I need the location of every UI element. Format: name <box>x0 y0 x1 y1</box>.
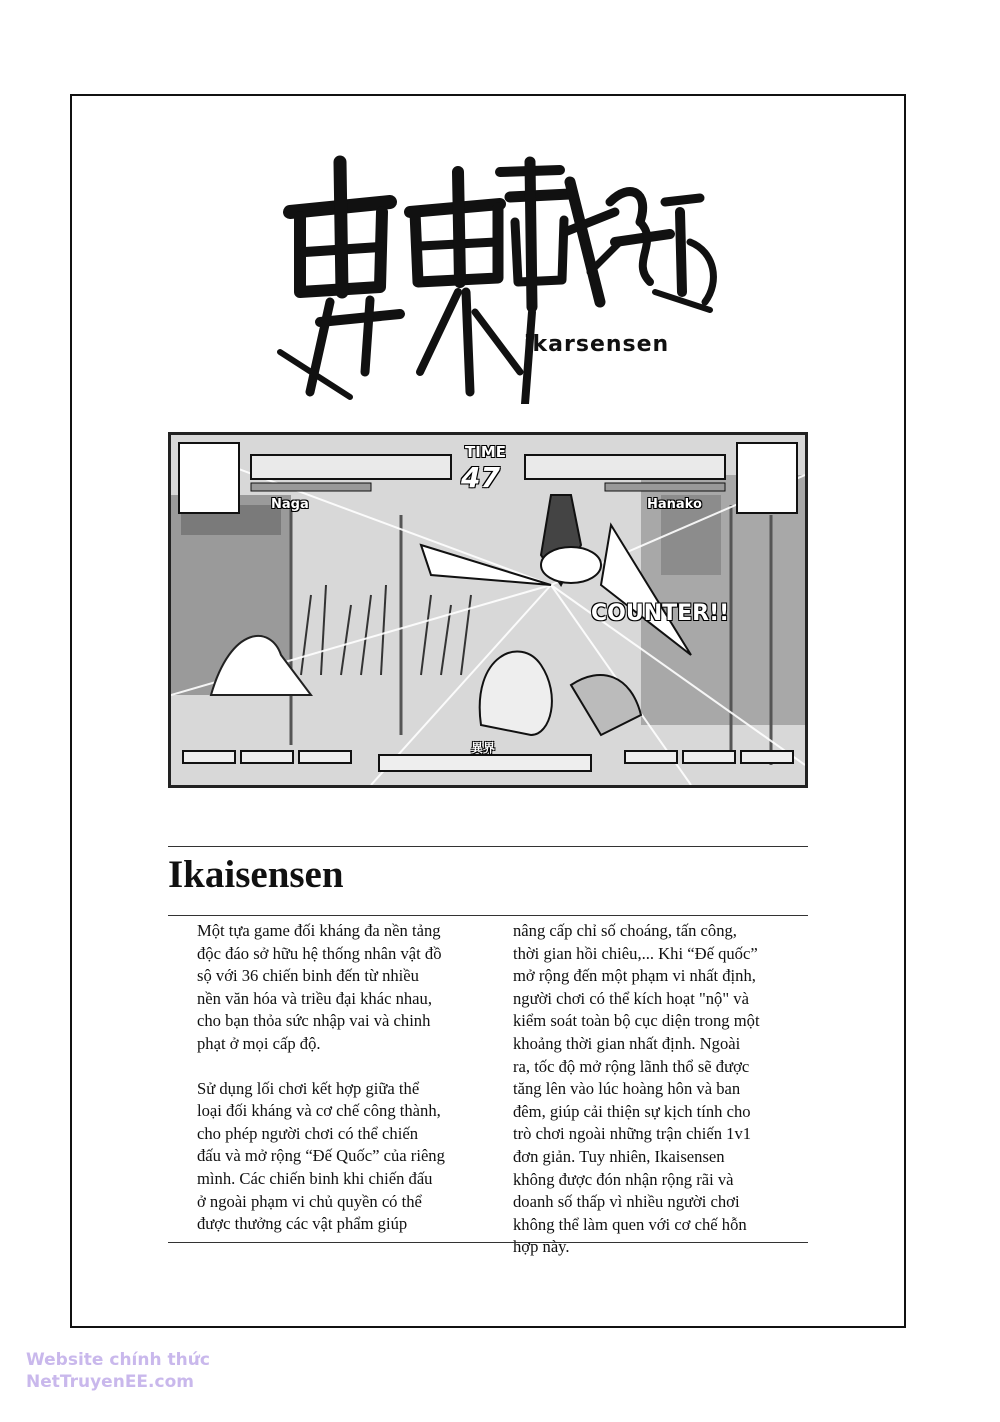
title-rule <box>168 915 808 916</box>
player-right-name: Hanako <box>647 497 702 512</box>
paragraph: nâng cấp chỉ số choáng, tấn công, thời gian hồi chiêu,... Khi “Đế quốc” mở rộng đến một phạm vi nhất định, người chơi có thể kích hoạt "nộ" và kiểm soát toàn bộ cục diện trong một khoảng thời gian nhất định. Ngoài ra, tốc độ mở rộng lãnh thổ sẽ được tăng lên vào lúc hoàng hôn và ban đêm, giúp cải thiện sự kịch tính cho trò chơi ngoài những trận chiến 1v1 đơn giản. Tuy nhiên, Ikaisensen không được đón nhận rộng rãi và doanh số thấp vì nhiều người chơi không thể làm quen với cơ chế hỗn hợp này. <box>513 921 760 1257</box>
stage-label: 異界 <box>471 741 496 755</box>
watermark-line-1: Website chính thức <box>26 1350 210 1370</box>
counter-text: COUNTER!! <box>591 601 730 626</box>
logo-calligraphy <box>270 142 730 404</box>
player-left-name: Naga <box>271 497 309 512</box>
game-screenshot <box>168 432 808 788</box>
article-column-right <box>513 920 761 1281</box>
top-rule <box>168 846 808 847</box>
watermark-line-2: NetTruyenEE.com <box>26 1372 194 1392</box>
site-watermark <box>26 1349 210 1393</box>
article-column-left <box>197 920 445 1258</box>
game-logo <box>270 142 730 404</box>
time-label: TIME <box>465 443 506 461</box>
article-title: Ikaisensen <box>168 853 344 896</box>
paragraph: Sử dụng lối chơi kết hợp giữa thể loại đối kháng và cơ chế công thành, cho phép người chơi có thể chiến đấu và mở rộng “Đế Quốc” của riêng mình. Các chiến binh khi chiến đấu ở ngoài phạm vi chủ quyền có thể được thưởng các vật phẩm giúp <box>197 1078 445 1234</box>
time-value: 47 <box>461 461 500 494</box>
bottom-rule <box>168 1242 808 1243</box>
logo-subtitle: ikarsensen <box>524 332 670 357</box>
paragraph: Một tựa game đối kháng đa nền tảng độc đáo sở hữu hệ thống nhân vật đồ sộ với 36 chiến binh đến từ nhiều nền văn hóa và triều đại khác nhau, cho bạn thỏa sức nhập vai và chinh phạt ở mọi cấp độ. <box>197 921 442 1053</box>
